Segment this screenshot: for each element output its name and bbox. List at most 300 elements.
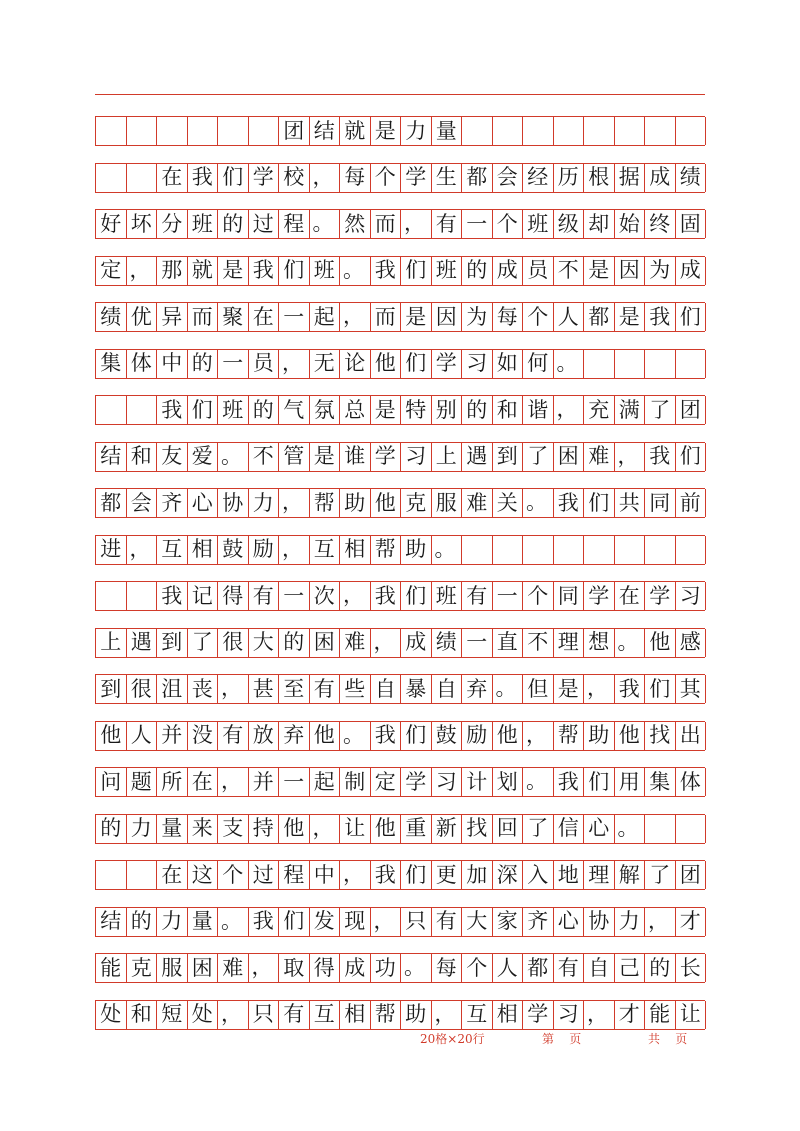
grid-cell: 绩: [96, 303, 127, 331]
grid-cell: 功: [371, 954, 402, 982]
grid-cell: 学: [523, 1001, 554, 1029]
grid-cell: 互: [462, 1001, 493, 1029]
grid-cell: 帮: [554, 722, 585, 750]
grid-cell: 就: [340, 117, 371, 145]
grid-cell: 齐: [157, 489, 188, 517]
grid-cell: 都: [96, 489, 127, 517]
grid-cell: 们: [401, 582, 432, 610]
grid-cell: 固: [676, 210, 707, 238]
grid-cell: 制: [340, 768, 371, 796]
grid-cell: 团: [676, 861, 707, 889]
grid-cell: 沮: [157, 675, 188, 703]
grid-cell: 和: [493, 396, 524, 424]
grid-cell: ，: [584, 675, 615, 703]
grid-cell: 坏: [127, 210, 158, 238]
grid-cell: 服: [157, 954, 188, 982]
grid-cell: 。: [523, 489, 554, 517]
grid-cell: 只: [249, 1001, 280, 1029]
grid-cell: 感: [676, 629, 707, 657]
grid-cell: 我: [554, 768, 585, 796]
grid-cell: 个: [493, 210, 524, 238]
grid-cell: [554, 536, 585, 564]
grid-cell: 甚: [249, 675, 280, 703]
grid-cell: 帮: [310, 489, 341, 517]
grid-cell: [96, 861, 127, 889]
grid-cell: 出: [676, 722, 707, 750]
grid-cell: 互: [310, 1001, 341, 1029]
grid-cell: 。: [493, 675, 524, 703]
grid-cell: 习: [554, 1001, 585, 1029]
grid-cell: 定: [96, 257, 127, 285]
grid-cell: 每: [340, 164, 371, 192]
grid-cell: 员: [523, 257, 554, 285]
grid-cell: 的: [188, 350, 219, 378]
grid-cell: 。: [432, 536, 463, 564]
grid-cell: 和: [127, 1001, 158, 1029]
grid-cell: 帮: [371, 1001, 402, 1029]
grid-cell: 。: [401, 954, 432, 982]
grid-cell: [615, 117, 646, 145]
grid-cell: 加: [462, 861, 493, 889]
grid-cell: ，: [127, 536, 158, 564]
grid-cell: 集: [96, 350, 127, 378]
grid-cell: 人: [493, 954, 524, 982]
grid-cell: ，: [127, 257, 158, 285]
grid-cell: 级: [554, 210, 585, 238]
grid-cell: 齐: [523, 908, 554, 936]
grid-cell: 题: [127, 768, 158, 796]
grid-cell: 现: [340, 908, 371, 936]
grid-cell: 我: [371, 861, 402, 889]
grid-cell: 体: [676, 768, 707, 796]
grid-cell: 是: [615, 303, 646, 331]
grid-cell: 的: [645, 954, 676, 982]
grid-cell: ，: [432, 1001, 463, 1029]
grid-cell: 不: [554, 257, 585, 285]
grid-cell: 们: [188, 396, 219, 424]
grid-cell: 因: [615, 257, 646, 285]
grid-cell: 他: [279, 815, 310, 843]
grid-cell: ，: [279, 350, 310, 378]
grid-row: [95, 674, 705, 704]
grid-cell: 有: [279, 1001, 310, 1029]
grid-cell: [462, 117, 493, 145]
grid-cell: 得: [310, 954, 341, 982]
grid-cell: 己: [615, 954, 646, 982]
grid-cell: 据: [615, 164, 646, 192]
grid-cell: [645, 536, 676, 564]
grid-cell: 他: [96, 722, 127, 750]
grid-row: [95, 628, 705, 658]
grid-cell: ，: [218, 675, 249, 703]
grid-cell: 划: [493, 768, 524, 796]
grid-cell: 共: [615, 489, 646, 517]
grid-cell: 个: [523, 303, 554, 331]
grid-cell: 是: [584, 257, 615, 285]
grid-cell: 帮: [371, 536, 402, 564]
grid-cell: 到: [96, 675, 127, 703]
grid-cell: [676, 536, 707, 564]
grid-cell: 励: [249, 536, 280, 564]
grid-cell: 困: [310, 629, 341, 657]
grid-cell: 互: [157, 536, 188, 564]
grid-cell: 协: [218, 489, 249, 517]
grid-cell: 们: [584, 768, 615, 796]
grid-cell: 。: [554, 350, 585, 378]
grid-cell: 助: [584, 722, 615, 750]
grid-cell: 一: [462, 210, 493, 238]
grid-cell: 班: [432, 582, 463, 610]
grid-cell: 和: [127, 443, 158, 471]
grid-cell: ，: [615, 443, 646, 471]
grid-cell: 很: [127, 675, 158, 703]
title-row: [95, 116, 705, 146]
grid-cell: [523, 117, 554, 145]
grid-cell: 是: [310, 443, 341, 471]
grid-cell: 学: [401, 768, 432, 796]
grid-cell: 他: [371, 815, 402, 843]
grid-cell: 能: [645, 1001, 676, 1029]
grid-cell: 力: [401, 117, 432, 145]
grid-cell: 我: [157, 396, 188, 424]
grid-cell: 关: [493, 489, 524, 517]
grid-cell: 中: [310, 861, 341, 889]
grid-cell: ，: [371, 908, 402, 936]
grid-cell: 学: [371, 443, 402, 471]
grid-cell: [157, 117, 188, 145]
grid-cell: 这: [188, 861, 219, 889]
grid-cell: [96, 164, 127, 192]
grid-cell: 们: [676, 303, 707, 331]
grid-cell: 自: [371, 675, 402, 703]
grid-cell: 的: [462, 257, 493, 285]
grid-cell: 至: [279, 675, 310, 703]
grid-cell: 在: [188, 768, 219, 796]
grid-cell: 根: [584, 164, 615, 192]
grid-cell: [523, 536, 554, 564]
grid-cell: 难: [340, 629, 371, 657]
grid-cell: 个: [218, 861, 249, 889]
grid-cell: 助: [340, 489, 371, 517]
grid-cell: 起: [310, 303, 341, 331]
grid-cell: [127, 117, 158, 145]
grid-cell: 谐: [523, 396, 554, 424]
grid-cell: 相: [340, 536, 371, 564]
grid-cell: 有: [249, 582, 280, 610]
grid-cell: 而: [188, 303, 219, 331]
grid-cell: 同: [554, 582, 585, 610]
grid-cell: 何: [523, 350, 554, 378]
grid-cell: 地: [554, 861, 585, 889]
grid-cell: 短: [157, 1001, 188, 1029]
grid-cell: 心: [554, 908, 585, 936]
grid-cell: 次: [310, 582, 341, 610]
grid-cell: 集: [645, 768, 676, 796]
grid-cell: 团: [279, 117, 310, 145]
grid-cell: 一: [218, 350, 249, 378]
grid-cell: 过: [249, 861, 280, 889]
grid-cell: 团: [676, 396, 707, 424]
grid-cell: 弃: [279, 722, 310, 750]
grid-row: [95, 814, 705, 844]
grid-cell: 因: [432, 303, 463, 331]
grid-row: [95, 860, 705, 890]
grid-cell: 想: [584, 629, 615, 657]
grid-cell: 历: [554, 164, 585, 192]
grid-cell: [645, 117, 676, 145]
grid-cell: 校: [279, 164, 310, 192]
page-footer: [420, 1030, 710, 1048]
grid-cell: 充: [584, 396, 615, 424]
grid-cell: 放: [249, 722, 280, 750]
grid-cell: 都: [462, 164, 493, 192]
grid-cell: 大: [462, 908, 493, 936]
grid-cell: ，: [371, 629, 402, 657]
grid-cell: 克: [401, 489, 432, 517]
grid-cell: 来: [188, 815, 219, 843]
grid-cell: 找: [462, 815, 493, 843]
grid-cell: 取: [279, 954, 310, 982]
grid-cell: 鼓: [218, 536, 249, 564]
grid-cell: 自: [584, 954, 615, 982]
grid-cell: 长: [676, 954, 707, 982]
grid-cell: [584, 117, 615, 145]
total-pages-label: 共 页: [648, 1032, 688, 1046]
grid-cell: 程: [279, 861, 310, 889]
grid-cell: 特: [401, 396, 432, 424]
grid-row: [95, 256, 705, 286]
grid-cell: 生: [432, 164, 463, 192]
grid-cell: ，: [218, 768, 249, 796]
grid-cell: 找: [645, 722, 676, 750]
grid-cell: 同: [645, 489, 676, 517]
grid-cell: 我: [615, 675, 646, 703]
grid-row: [95, 442, 705, 472]
grid-cell: 自: [432, 675, 463, 703]
grid-cell: 经: [523, 164, 554, 192]
grid-cell: 而: [371, 303, 402, 331]
grid-cell: [96, 396, 127, 424]
grid-cell: 他: [310, 722, 341, 750]
grid-cell: 。: [310, 210, 341, 238]
grid-cell: ，: [645, 908, 676, 936]
grid-cell: 定: [371, 768, 402, 796]
grid-cell: 理: [584, 861, 615, 889]
grid-cell: 是: [554, 675, 585, 703]
grid-cell: 一: [279, 582, 310, 610]
grid-cell: 没: [188, 722, 219, 750]
grid-cell: 得: [218, 582, 249, 610]
grid-cell: 很: [218, 629, 249, 657]
grid-cell: 。: [340, 257, 371, 285]
grid-spec-label: 20格×20行: [420, 1032, 485, 1046]
grid-cell: 的: [218, 210, 249, 238]
grid-cell: 量: [432, 117, 463, 145]
grid-cell: 新: [432, 815, 463, 843]
grid-cell: [615, 350, 646, 378]
grid-cell: 助: [401, 1001, 432, 1029]
grid-cell: 个: [462, 954, 493, 982]
grid-cell: 的: [279, 629, 310, 657]
grid-cell: 遇: [462, 443, 493, 471]
grid-cell: ，: [340, 861, 371, 889]
grid-cell: 气: [279, 396, 310, 424]
grid-cell: [493, 536, 524, 564]
grid-cell: 为: [645, 257, 676, 285]
grid-cell: 就: [188, 257, 219, 285]
grid-cell: 为: [462, 303, 493, 331]
grid-cell: 每: [432, 954, 463, 982]
grid-cell: 困: [554, 443, 585, 471]
grid-cell: 友: [157, 443, 188, 471]
grid-cell: 好: [96, 210, 127, 238]
grid-cell: [218, 117, 249, 145]
grid-row: [95, 1000, 705, 1030]
grid-cell: 的: [127, 908, 158, 936]
grid-cell: 。: [340, 722, 371, 750]
grid-cell: 班: [218, 396, 249, 424]
grid-cell: 们: [279, 908, 310, 936]
grid-cell: 大: [249, 629, 280, 657]
grid-cell: 谁: [340, 443, 371, 471]
grid-cell: [584, 536, 615, 564]
grid-cell: ，: [401, 210, 432, 238]
grid-cell: 体: [127, 350, 158, 378]
grid-cell: 们: [218, 164, 249, 192]
grid-cell: [645, 815, 676, 843]
grid-cell: 信: [554, 815, 585, 843]
grid-cell: 班: [310, 257, 341, 285]
grid-cell: ，: [554, 396, 585, 424]
grid-cell: [127, 396, 158, 424]
grid-cell: 才: [615, 1001, 646, 1029]
grid-row: [95, 907, 705, 937]
grid-cell: ，: [279, 489, 310, 517]
grid-row: [95, 581, 705, 611]
grid-cell: 他: [615, 722, 646, 750]
grid-cell: 。: [615, 629, 646, 657]
grid-cell: 成: [493, 257, 524, 285]
grid-cell: 直: [493, 629, 524, 657]
grid-cell: ，: [249, 954, 280, 982]
top-rule: [95, 94, 705, 95]
grid-cell: 我: [645, 443, 676, 471]
grid-cell: 有: [310, 675, 341, 703]
grid-cell: 。: [523, 768, 554, 796]
grid-cell: 结: [96, 443, 127, 471]
grid-cell: 聚: [218, 303, 249, 331]
grid-cell: 相: [493, 1001, 524, 1029]
grid-cell: 氛: [310, 396, 341, 424]
grid-cell: 优: [127, 303, 158, 331]
grid-cell: 量: [157, 815, 188, 843]
grid-cell: [127, 164, 158, 192]
grid-cell: 每: [493, 303, 524, 331]
grid-cell: [127, 582, 158, 610]
grid-row: [95, 488, 705, 518]
grid-cell: 但: [523, 675, 554, 703]
grid-cell: 习: [676, 582, 707, 610]
grid-cell: 处: [188, 1001, 219, 1029]
grid-cell: 一: [279, 303, 310, 331]
grid-cell: 遇: [127, 629, 158, 657]
grid-cell: 了: [523, 815, 554, 843]
grid-cell: 重: [401, 815, 432, 843]
grid-cell: 个: [523, 582, 554, 610]
grid-cell: 相: [340, 1001, 371, 1029]
grid-cell: 我: [371, 257, 402, 285]
grid-cell: 心: [584, 815, 615, 843]
grid-cell: 学: [645, 582, 676, 610]
grid-cell: 然: [340, 210, 371, 238]
grid-cell: 习: [432, 768, 463, 796]
grid-cell: 有: [432, 908, 463, 936]
grid-cell: 有: [462, 582, 493, 610]
grid-row: [95, 953, 705, 983]
grid-cell: 深: [493, 861, 524, 889]
grid-cell: 是: [218, 257, 249, 285]
grid-cell: 会: [493, 164, 524, 192]
grid-cell: 协: [584, 908, 615, 936]
grid-cell: ，: [218, 1001, 249, 1029]
grid-cell: 个: [371, 164, 402, 192]
grid-cell: 家: [493, 908, 524, 936]
grid-cell: ，: [310, 164, 341, 192]
grid-cell: 他: [645, 629, 676, 657]
grid-cell: 我: [371, 582, 402, 610]
grid-cell: ，: [340, 303, 371, 331]
grid-cell: 我: [249, 257, 280, 285]
grid-cell: 分: [157, 210, 188, 238]
grid-cell: 让: [340, 815, 371, 843]
grid-cell: 们: [645, 675, 676, 703]
grid-cell: 了: [645, 861, 676, 889]
grid-cell: 了: [645, 396, 676, 424]
grid-cell: 我: [249, 908, 280, 936]
grid-cell: 却: [584, 210, 615, 238]
grid-cell: 弃: [462, 675, 493, 703]
grid-cell: 难: [218, 954, 249, 982]
grid-cell: 是: [371, 117, 402, 145]
grid-cell: [584, 350, 615, 378]
grid-cell: 的: [249, 396, 280, 424]
grid-cell: 我: [157, 582, 188, 610]
grid-cell: 克: [127, 954, 158, 982]
grid-cell: 暴: [401, 675, 432, 703]
grid-cell: 在: [157, 861, 188, 889]
grid-cell: 入: [523, 861, 554, 889]
grid-cell: [96, 582, 127, 610]
grid-cell: 论: [340, 350, 371, 378]
grid-row: [95, 349, 705, 379]
grid-cell: 有: [554, 954, 585, 982]
grid-cell: 不: [523, 629, 554, 657]
grid-cell: 回: [493, 815, 524, 843]
grid-cell: 心: [188, 489, 219, 517]
grid-cell: 处: [96, 1001, 127, 1029]
grid-cell: 人: [554, 303, 585, 331]
grid-cell: 力: [249, 489, 280, 517]
grid-cell: 习: [462, 350, 493, 378]
grid-cell: 记: [188, 582, 219, 610]
grid-cell: 们: [279, 257, 310, 285]
grid-cell: 结: [96, 908, 127, 936]
grid-cell: [645, 350, 676, 378]
grid-cell: 爱: [188, 443, 219, 471]
grid-cell: 习: [401, 443, 432, 471]
grid-cell: [676, 815, 707, 843]
grid-cell: 在: [249, 303, 280, 331]
